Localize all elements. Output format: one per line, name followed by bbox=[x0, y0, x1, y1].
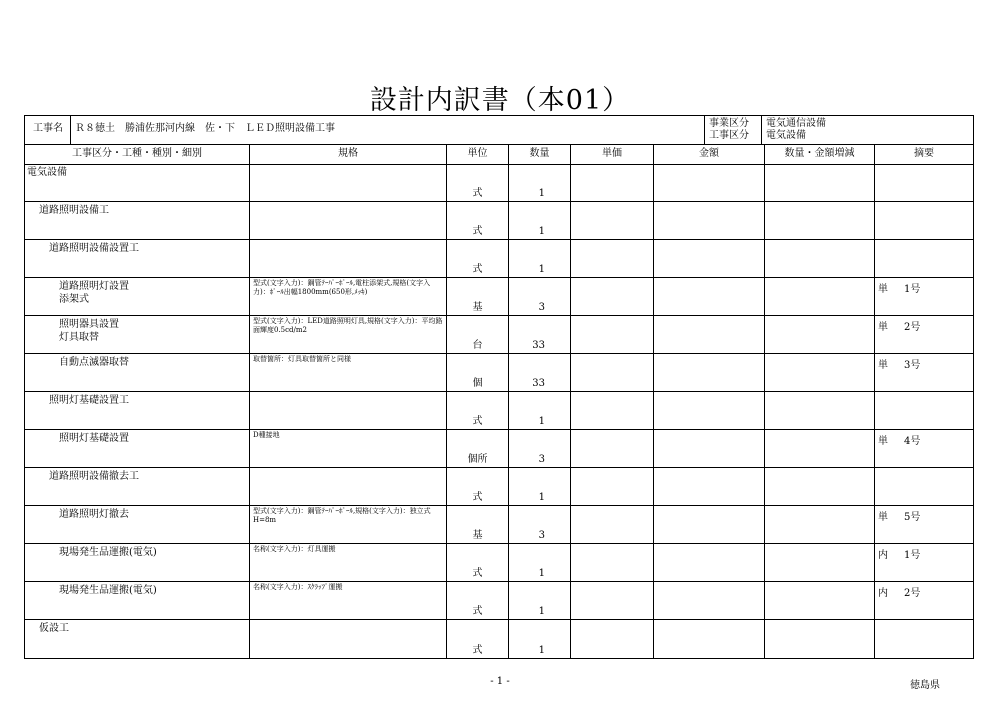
qty-value: 33 bbox=[532, 340, 545, 351]
project-name: Ｒ８徳土 勝浦佐那河内線 佐・下 ＬＥＤ照明設備工事 bbox=[71, 116, 705, 144]
spec-cell bbox=[250, 392, 447, 429]
remarks-cell bbox=[875, 582, 973, 619]
unit-cell bbox=[447, 278, 509, 315]
item-name: 電気設備 bbox=[27, 167, 67, 178]
change-cell bbox=[765, 240, 875, 277]
unit-price-cell bbox=[571, 392, 654, 429]
unit-cell bbox=[447, 164, 509, 201]
remarks-number: 2号 bbox=[904, 588, 921, 599]
unit-cell bbox=[447, 240, 509, 277]
qty-header: 数量 bbox=[509, 144, 571, 164]
unit-value: 個所 bbox=[467, 454, 488, 465]
item-name-cell bbox=[25, 354, 250, 391]
spec-cell bbox=[250, 240, 447, 277]
qty-value: 1 bbox=[538, 226, 545, 237]
spec-header: 規格 bbox=[250, 144, 447, 164]
unit-value: 式 bbox=[472, 568, 483, 579]
item-name: 仮設工 bbox=[39, 623, 69, 634]
item-name: 照明器具設置 bbox=[59, 319, 119, 330]
change-cell bbox=[765, 316, 875, 353]
item-name-cell bbox=[25, 392, 250, 429]
unit-price-cell bbox=[571, 354, 654, 391]
remarks-type: 内 bbox=[878, 550, 888, 561]
amount-cell bbox=[654, 544, 765, 581]
class-header: 工事区分・工種・種別・細別 bbox=[25, 144, 250, 164]
unit-value: 基 bbox=[472, 530, 483, 541]
amount-cell bbox=[654, 278, 765, 315]
qty-value: 1 bbox=[538, 492, 545, 503]
item-name: 道路照明灯撤去 bbox=[59, 509, 129, 520]
work-division-value: 電気設備 bbox=[766, 130, 806, 141]
work-division-label: 工事区分 bbox=[709, 130, 749, 141]
remarks-cell bbox=[875, 354, 973, 391]
change-cell bbox=[765, 544, 875, 581]
unit-price-cell bbox=[571, 278, 654, 315]
amount-cell bbox=[654, 620, 765, 658]
unit-price-cell bbox=[571, 202, 654, 239]
qty-value: 1 bbox=[538, 416, 545, 427]
project-header bbox=[25, 116, 973, 145]
remarks-type: 単 bbox=[878, 436, 888, 447]
unit-cell bbox=[447, 468, 509, 505]
item-name-cell bbox=[25, 582, 250, 619]
unit-price-cell bbox=[571, 164, 654, 201]
item-name-cell bbox=[25, 202, 250, 239]
qty-cell bbox=[509, 392, 571, 429]
remarks-cell bbox=[875, 278, 973, 315]
unit-price-cell bbox=[571, 620, 654, 658]
qty-cell bbox=[509, 240, 571, 277]
unit-cell bbox=[447, 506, 509, 543]
unit-value: 台 bbox=[472, 340, 483, 351]
remarks-type: 単 bbox=[878, 512, 888, 523]
unit-value: 式 bbox=[472, 416, 483, 427]
remarks-cell bbox=[875, 620, 973, 658]
qty-cell bbox=[509, 430, 571, 467]
spec-cell bbox=[250, 620, 447, 658]
qty-cell bbox=[509, 354, 571, 391]
table-row bbox=[25, 430, 973, 468]
change-header: 数量・金額増減 bbox=[765, 144, 875, 164]
qty-cell bbox=[509, 506, 571, 543]
item-name: 灯具取替 bbox=[59, 332, 99, 343]
remarks-number: 3号 bbox=[904, 360, 921, 371]
unit-value: 個 bbox=[472, 378, 483, 389]
item-name-cell bbox=[25, 316, 250, 353]
spec-cell: 取替箇所：灯具取替箇所と同様 bbox=[250, 354, 447, 391]
qty-cell bbox=[509, 582, 571, 619]
amount-cell bbox=[654, 430, 765, 467]
spec-cell bbox=[250, 468, 447, 505]
change-cell bbox=[765, 354, 875, 391]
remarks-type: 単 bbox=[878, 360, 888, 371]
unit-cell bbox=[447, 544, 509, 581]
remarks-cell bbox=[875, 316, 973, 353]
breakdown-sheet bbox=[24, 115, 974, 659]
item-name-cell bbox=[25, 164, 250, 201]
amount-cell bbox=[654, 392, 765, 429]
qty-value: 3 bbox=[538, 302, 545, 313]
qty-cell bbox=[509, 202, 571, 239]
change-cell bbox=[765, 468, 875, 505]
item-name-cell bbox=[25, 544, 250, 581]
qty-cell bbox=[509, 544, 571, 581]
unit-cell bbox=[447, 354, 509, 391]
table-row bbox=[25, 164, 973, 202]
table-row bbox=[25, 202, 973, 240]
spec-cell bbox=[250, 202, 447, 239]
table-row bbox=[25, 468, 973, 506]
project-label: 工事名 bbox=[25, 116, 71, 144]
qty-value: 1 bbox=[538, 568, 545, 579]
remarks-type: 内 bbox=[878, 588, 888, 599]
qty-value: 33 bbox=[532, 378, 545, 389]
item-name: 照明灯基礎設置 bbox=[59, 433, 129, 444]
unit-cell bbox=[447, 316, 509, 353]
unit-cell bbox=[447, 620, 509, 658]
remarks-cell bbox=[875, 240, 973, 277]
item-name-cell bbox=[25, 506, 250, 543]
qty-cell bbox=[509, 278, 571, 315]
qty-cell bbox=[509, 316, 571, 353]
unit-cell bbox=[447, 582, 509, 619]
unit-value: 式 bbox=[472, 264, 483, 275]
unit-price-cell bbox=[571, 240, 654, 277]
table-row bbox=[25, 240, 973, 278]
qty-cell bbox=[509, 164, 571, 201]
remarks-cell bbox=[875, 430, 973, 467]
item-name-cell bbox=[25, 240, 250, 277]
page-number: - 1 - bbox=[490, 676, 510, 687]
spec-cell: 型式(文字入力)：鋼管ﾃｰﾊﾟｰﾎﾟｰﾙ,電柱添架式,規格(文字入力)：ﾎﾟｰﾙ出幅1800mm(650形,ﾒｯｷ) bbox=[250, 278, 447, 315]
unit-value: 式 bbox=[472, 188, 483, 199]
amount-cell bbox=[654, 164, 765, 201]
table-row bbox=[25, 354, 973, 392]
unit-value: 式 bbox=[472, 645, 483, 656]
qty-value: 1 bbox=[538, 606, 545, 617]
unit-value: 式 bbox=[472, 606, 483, 617]
amount-cell bbox=[654, 316, 765, 353]
change-cell bbox=[765, 620, 875, 658]
item-name-cell bbox=[25, 430, 250, 467]
unit-value: 式 bbox=[472, 492, 483, 503]
change-cell bbox=[765, 582, 875, 619]
line-items bbox=[25, 164, 973, 658]
change-cell bbox=[765, 278, 875, 315]
change-cell bbox=[765, 202, 875, 239]
unit-cell bbox=[447, 392, 509, 429]
amount-cell bbox=[654, 582, 765, 619]
remarks-number: 5号 bbox=[904, 512, 921, 523]
item-name: 現場発生品運搬(電気) bbox=[59, 585, 157, 596]
amount-cell bbox=[654, 354, 765, 391]
item-name: 現場発生品運搬(電気) bbox=[59, 547, 157, 558]
item-name-cell bbox=[25, 620, 250, 658]
remarks-number: 1号 bbox=[904, 284, 921, 295]
remarks-type: 単 bbox=[878, 284, 888, 295]
amount-cell bbox=[654, 468, 765, 505]
organization: 徳島県 bbox=[910, 680, 940, 691]
change-cell bbox=[765, 164, 875, 201]
item-name: 道路照明設備撤去工 bbox=[49, 471, 139, 482]
item-name: 自動点滅器取替 bbox=[59, 357, 129, 368]
table-row bbox=[25, 392, 973, 430]
remarks-cell bbox=[875, 544, 973, 581]
unit-value: 式 bbox=[472, 226, 483, 237]
remarks-cell bbox=[875, 468, 973, 505]
table-row bbox=[25, 544, 973, 582]
qty-value: 1 bbox=[538, 645, 545, 656]
table-row bbox=[25, 620, 973, 658]
qty-cell bbox=[509, 468, 571, 505]
table-row bbox=[25, 278, 973, 316]
change-cell bbox=[765, 506, 875, 543]
unit-price-cell bbox=[571, 430, 654, 467]
spec-cell: 型式(文字入力)：鋼管ﾃｰﾊﾟｰﾎﾟｰﾙ,規格(文字入力)：独立式H=8m bbox=[250, 506, 447, 543]
item-name: 道路照明設備工 bbox=[39, 205, 109, 216]
unit-price-cell bbox=[571, 468, 654, 505]
remarks-cell bbox=[875, 506, 973, 543]
document-title: 設計内訳書（本01） bbox=[369, 85, 631, 116]
spec-cell: 名称(文字入力)：ｽｸﾗｯﾌﾟ運搬 bbox=[250, 582, 447, 619]
qty-value: 3 bbox=[538, 454, 545, 465]
remarks-number: 1号 bbox=[904, 550, 921, 561]
qty-value: 1 bbox=[538, 264, 545, 275]
amount-cell bbox=[654, 240, 765, 277]
unit-header: 単位 bbox=[447, 144, 509, 164]
business-division-value: 電気通信設備 bbox=[766, 118, 826, 129]
unit-cell bbox=[447, 430, 509, 467]
unit-price-header: 単価 bbox=[571, 144, 654, 164]
remarks-cell bbox=[875, 392, 973, 429]
spec-cell: 型式(文字入力)：LED道路照明灯具,規格(文字入力)：平均路面輝度0.5cd/m2 bbox=[250, 316, 447, 353]
qty-value: 3 bbox=[538, 530, 545, 541]
remarks-cell bbox=[875, 202, 973, 239]
item-name-cell bbox=[25, 468, 250, 505]
division-labels bbox=[705, 116, 762, 144]
remarks-number: 2号 bbox=[904, 322, 921, 333]
unit-price-cell bbox=[571, 582, 654, 619]
remarks-type: 単 bbox=[878, 322, 888, 333]
item-name: 道路照明灯設置 bbox=[59, 281, 129, 292]
spec-cell: 名称(文字入力)：灯具運搬 bbox=[250, 544, 447, 581]
item-name: 照明灯基礎設置工 bbox=[49, 395, 129, 406]
unit-price-cell bbox=[571, 506, 654, 543]
table-row bbox=[25, 316, 973, 354]
division-values bbox=[762, 116, 973, 144]
remarks-header: 摘要 bbox=[914, 148, 934, 159]
unit-cell bbox=[447, 202, 509, 239]
spec-cell bbox=[250, 164, 447, 201]
spec-cell: D種接地 bbox=[250, 430, 447, 467]
unit-price-cell bbox=[571, 544, 654, 581]
qty-cell bbox=[509, 620, 571, 658]
change-cell bbox=[765, 430, 875, 467]
column-headers bbox=[25, 144, 973, 165]
amount-header: 金額 bbox=[654, 144, 765, 164]
remarks-cell bbox=[875, 164, 973, 201]
table-row bbox=[25, 582, 973, 620]
remarks-number: 4号 bbox=[904, 436, 921, 447]
qty-value: 1 bbox=[538, 188, 545, 199]
change-cell bbox=[765, 392, 875, 429]
amount-cell bbox=[654, 506, 765, 543]
item-name: 道路照明設備設置工 bbox=[49, 243, 139, 254]
item-name-cell bbox=[25, 278, 250, 315]
amount-cell bbox=[654, 202, 765, 239]
item-name: 添架式 bbox=[59, 294, 89, 305]
unit-value: 基 bbox=[472, 302, 483, 313]
table-row bbox=[25, 506, 973, 544]
business-division-label: 事業区分 bbox=[709, 118, 749, 129]
unit-price-cell bbox=[571, 316, 654, 353]
